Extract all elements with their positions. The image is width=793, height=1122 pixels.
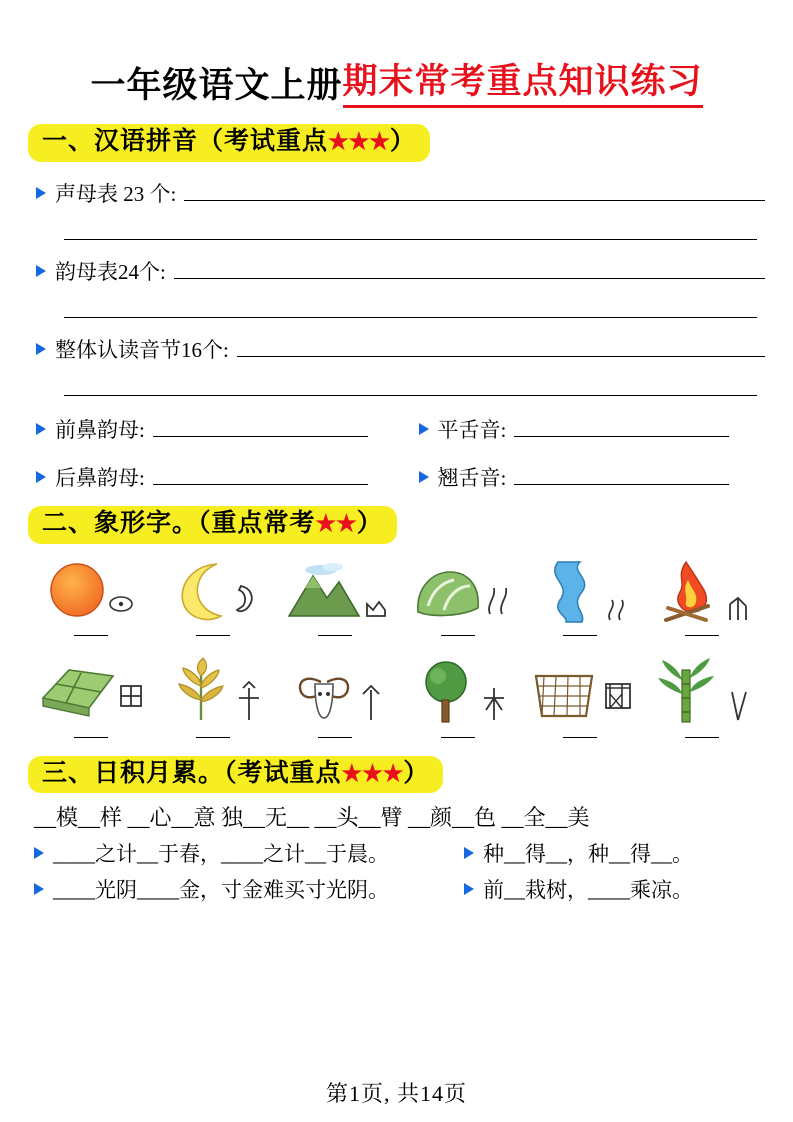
answer-blank[interactable] (153, 416, 368, 437)
mountain-pictograph (279, 554, 391, 628)
page-title (28, 54, 765, 108)
item-label: 后鼻韵母: (55, 465, 145, 490)
couplet-right (464, 874, 764, 904)
couplet-left (34, 838, 464, 868)
pictograph-cell (643, 654, 761, 746)
item-label: 整体认读音节16个: (55, 337, 229, 362)
page-title-black: 一年级语文上册 (90, 66, 343, 105)
answer-blank[interactable] (514, 416, 729, 437)
answer-blank[interactable] (184, 178, 765, 201)
answer-blank[interactable] (685, 736, 719, 738)
list-item (36, 462, 401, 492)
section-1-heading-prefix: 一、汉语拼音（考试重点 (42, 128, 329, 155)
couplet-text[interactable]: ____之计__于春，____之计__于晨。 (53, 842, 389, 867)
answer-blank[interactable] (237, 334, 765, 357)
section-1 (28, 124, 765, 492)
pictograph-row-1 (28, 554, 765, 644)
triangle-bullet-icon (464, 847, 474, 859)
section-3-heading (28, 756, 443, 794)
triangle-bullet-icon (36, 471, 46, 483)
item-label: 韵母表24个: (55, 259, 166, 284)
pictograph-cell (521, 654, 639, 746)
answer-blank[interactable] (74, 736, 108, 738)
answer-blank[interactable] (196, 736, 230, 738)
pictograph-cell (32, 554, 150, 644)
pictograph-cell (521, 554, 639, 644)
triangle-bullet-icon (464, 883, 474, 895)
triangle-bullet-icon (36, 265, 46, 277)
answer-blank[interactable] (441, 634, 475, 636)
grain-pictograph (157, 654, 269, 730)
answer-blank[interactable] (514, 464, 729, 485)
section-3-stars: ★★★ (341, 760, 404, 786)
section-2-heading-suffix: ） (356, 509, 383, 537)
couplet-text[interactable]: 种__得__，种__得__。 (483, 842, 693, 867)
answer-blank[interactable] (563, 634, 597, 636)
couplet-text[interactable]: ____光阴____金，寸金难买寸光阴。 (53, 878, 389, 903)
triangle-bullet-icon (36, 423, 46, 435)
net-pictograph (524, 654, 636, 730)
answer-blank[interactable] (196, 634, 230, 636)
answer-blank[interactable] (318, 634, 352, 636)
section-2-heading (28, 506, 397, 544)
answer-blank[interactable] (685, 634, 719, 636)
sun-pictograph (35, 554, 147, 628)
answer-blank[interactable] (64, 316, 757, 318)
section-1-heading (28, 124, 430, 162)
water-pictograph (524, 554, 636, 628)
pictograph-cell (276, 654, 394, 746)
bamboo-pictograph (646, 654, 758, 730)
answer-blank[interactable] (64, 238, 757, 240)
couplet-text[interactable]: 前__栽树，____乘凉。 (483, 878, 693, 903)
section-3-heading-suffix: ） (403, 759, 430, 787)
section-3 (28, 756, 765, 905)
couplet-left (34, 874, 464, 904)
item-label: 声母表 23 个: (55, 181, 177, 206)
triangle-bullet-icon (34, 883, 44, 895)
triangle-bullet-icon (36, 187, 46, 199)
paired-row (28, 414, 765, 444)
page-footer: 第1页, 共14页 (325, 1081, 467, 1106)
section-2 (28, 506, 765, 746)
field-pictograph (35, 654, 147, 730)
pictograph-cell (32, 654, 150, 746)
pictograph-row-2 (28, 654, 765, 746)
list-item (401, 462, 766, 492)
answer-blank[interactable] (563, 736, 597, 738)
item-label: 平舌音: (437, 417, 507, 442)
list-item (36, 414, 401, 444)
couplet-row (28, 838, 765, 868)
pictograph-cell (398, 654, 516, 746)
answer-blank[interactable] (318, 736, 352, 738)
grass-pictograph (402, 554, 514, 628)
pictograph-cell (154, 654, 272, 746)
triangle-bullet-icon (419, 471, 429, 483)
sheep-pictograph (279, 654, 391, 730)
pictograph-cell (154, 554, 272, 644)
section-1-heading-suffix: ） (389, 128, 416, 155)
triangle-bullet-icon (34, 847, 44, 859)
list-item (28, 178, 765, 208)
pictograph-cell (276, 554, 394, 644)
answer-blank[interactable] (441, 736, 475, 738)
triangle-bullet-icon (36, 343, 46, 355)
answer-blank[interactable] (174, 256, 765, 279)
triangle-bullet-icon (419, 423, 429, 435)
page-title-red: 期末常考重点知识练习 (343, 54, 703, 108)
couplet-row (28, 874, 765, 904)
section-2-stars: ★★ (315, 510, 357, 536)
paired-row (28, 462, 765, 492)
answer-blank[interactable] (153, 464, 368, 485)
list-item (28, 256, 765, 286)
idiom-fill-line[interactable]: __模__样 __心__意 独__无__ __头__臂 __颜__色 __全__美 (34, 805, 590, 831)
list-item (401, 414, 766, 444)
answer-blank[interactable] (64, 394, 757, 396)
item-label: 前鼻韵母: (55, 417, 145, 442)
moon-pictograph (157, 554, 269, 628)
item-label: 翘舌音: (437, 465, 507, 490)
couplet-right (464, 838, 764, 868)
pictograph-cell (643, 554, 761, 644)
section-1-stars: ★★★ (328, 129, 390, 154)
list-item (28, 334, 765, 364)
answer-blank[interactable] (74, 634, 108, 636)
section-2-heading-prefix: 二、象形字。（重点常考 (42, 509, 316, 537)
pictograph-cell (398, 554, 516, 644)
tree-pictograph (402, 654, 514, 730)
section-3-heading-prefix: 三、日积月累。（考试重点 (42, 759, 342, 787)
fire-pictograph (646, 554, 758, 628)
